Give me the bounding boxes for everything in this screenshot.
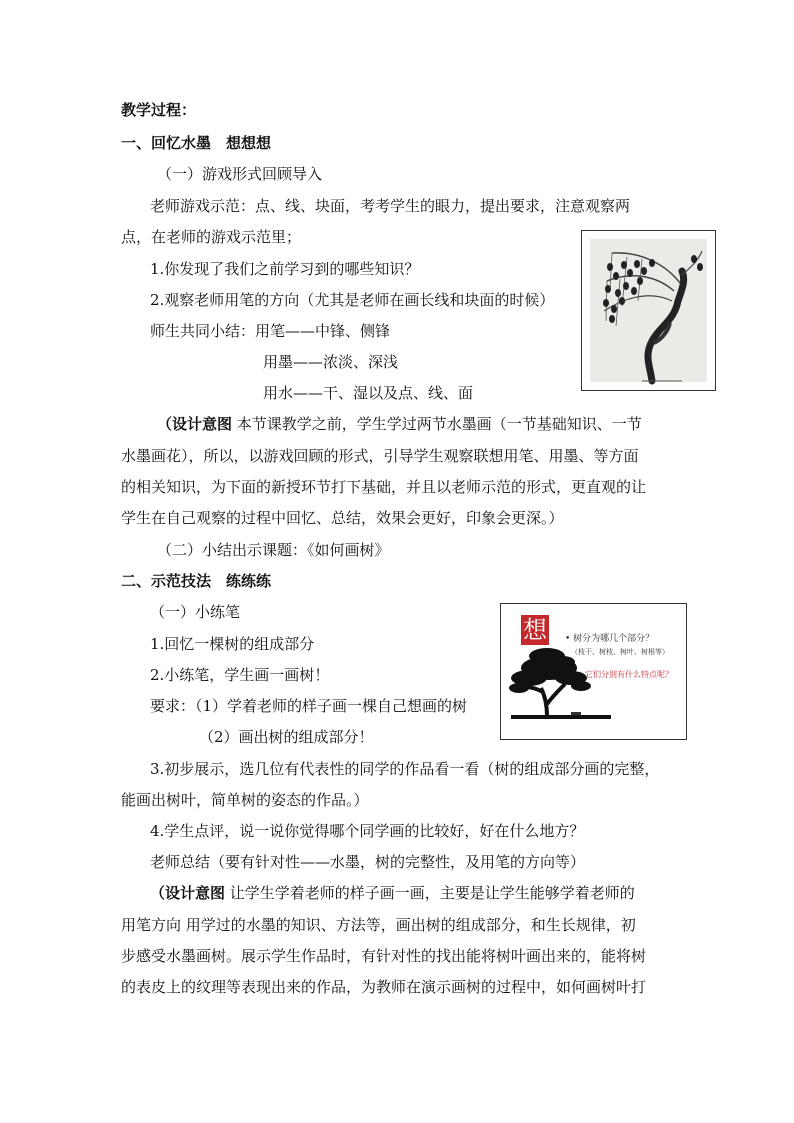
design-intent-text: 本节课教学之前，学生学过两节水墨画（一节基础知识、一节 [232, 415, 642, 433]
section2-sub1: （一）小练笔 [150, 603, 241, 621]
bonsai-tree-drawing [501, 604, 686, 739]
item-3-line2: 能画出树叶，简单树的姿态的作品。） [121, 791, 369, 809]
item-3-line1: 3.初步展示，选几位有代表性的同学的作品看一看（树的组成部分画的完整， [150, 760, 660, 778]
para1-line2: 点，在老师的游戏示范里； [121, 228, 302, 246]
design-intent-1-line2: 水墨画花），所以，以游戏回顾的形式，引导学生观察联想用笔、用墨、等方面 [121, 447, 639, 465]
section2-title: 二、示范技法 练练练 [121, 572, 272, 590]
summary-brush: 师生共同小结：用笔——中锋、侧锋 [150, 322, 391, 340]
section1-title: 一、回忆水墨 想想想 [121, 134, 272, 152]
question-1: 1.你发现了我们之前学习到的哪些知识？ [150, 260, 420, 278]
summary-ink: 用墨——浓淡、深浅 [263, 353, 399, 371]
item-1: 1.回忆一棵树的组成部分 [150, 635, 315, 653]
section1-sub1: （一）游戏形式回顾导入 [157, 165, 323, 183]
slide-question-text: 树分为哪几个部分？ [573, 634, 655, 644]
question-2: 2.观察老师用笔的方向（尤其是老师在画长线和块面的时候） [150, 291, 555, 309]
lesson-process-heading: 教学过程： [121, 101, 197, 119]
design-intent-2-line1 [150, 883, 635, 903]
design-intent-1-line1 [157, 414, 642, 434]
ink-painting-image [581, 230, 716, 391]
design-intent-1-line4: 学生在自己观察的过程中回忆、总结，效果会更好，印象会更深。） [121, 509, 564, 527]
design-intent-2-line3: 步感受水墨画树。展示学生作品时，有针对性的找出能将树叶画出来的，能将树 [121, 947, 647, 965]
tree-slide-image [500, 603, 687, 740]
requirement-2: （2）画出树的组成部分！ [199, 728, 374, 746]
ink-tree-drawing [582, 231, 715, 390]
design-intent-1-line3: 的相关知识，为下面的新授环节打下基础，并且以老师示范的形式，更直观的让 [121, 478, 647, 496]
slide-question-hint: （枝干、树枝、树叶、树根等） [571, 648, 669, 656]
item-4: 4.学生点评，说一说你觉得哪个同学画的比较好，好在什么地方？ [150, 822, 585, 840]
design-intent-text: 让学生学着老师的样子画一画，主要是让学生能够学着老师的 [225, 884, 635, 902]
requirement-1: 要求：（1）学着老师的样子画一棵自己想画的树 [150, 697, 468, 715]
para1-line1: 老师游戏示范：点、线、块面，考考学生的眼力，提出要求，注意观察两 [150, 197, 631, 215]
design-intent-2-line2: 用笔方向 用学过的水墨的知识、方法等，画出树的组成部分，和生长规律，初 [121, 916, 636, 934]
summary-water: 用水——干、湿以及点、线、面 [263, 384, 474, 402]
item-2: 2.小练笔，学生画一画树！ [150, 666, 330, 684]
design-intent-label: （设计意图 [157, 415, 233, 433]
xiang-badge: 想 [523, 616, 547, 644]
slide-red-question: 它们分别有什么特点呢？ [585, 670, 673, 679]
design-intent-label: （设计意图 [150, 884, 226, 902]
design-intent-2-line4: 的表皮上的纹理等表现出来的作品，为教师在演示画树的过程中，如何画树叶打 [121, 978, 647, 996]
section1-sub2: （二）小结出示课题：《如何画树》 [157, 541, 390, 559]
slide-question: • 树分为哪几个部分？ [565, 634, 655, 644]
teacher-summary: 老师总结（要有针对性——水墨，树的完整性，及用笔的方向等） [150, 853, 586, 871]
